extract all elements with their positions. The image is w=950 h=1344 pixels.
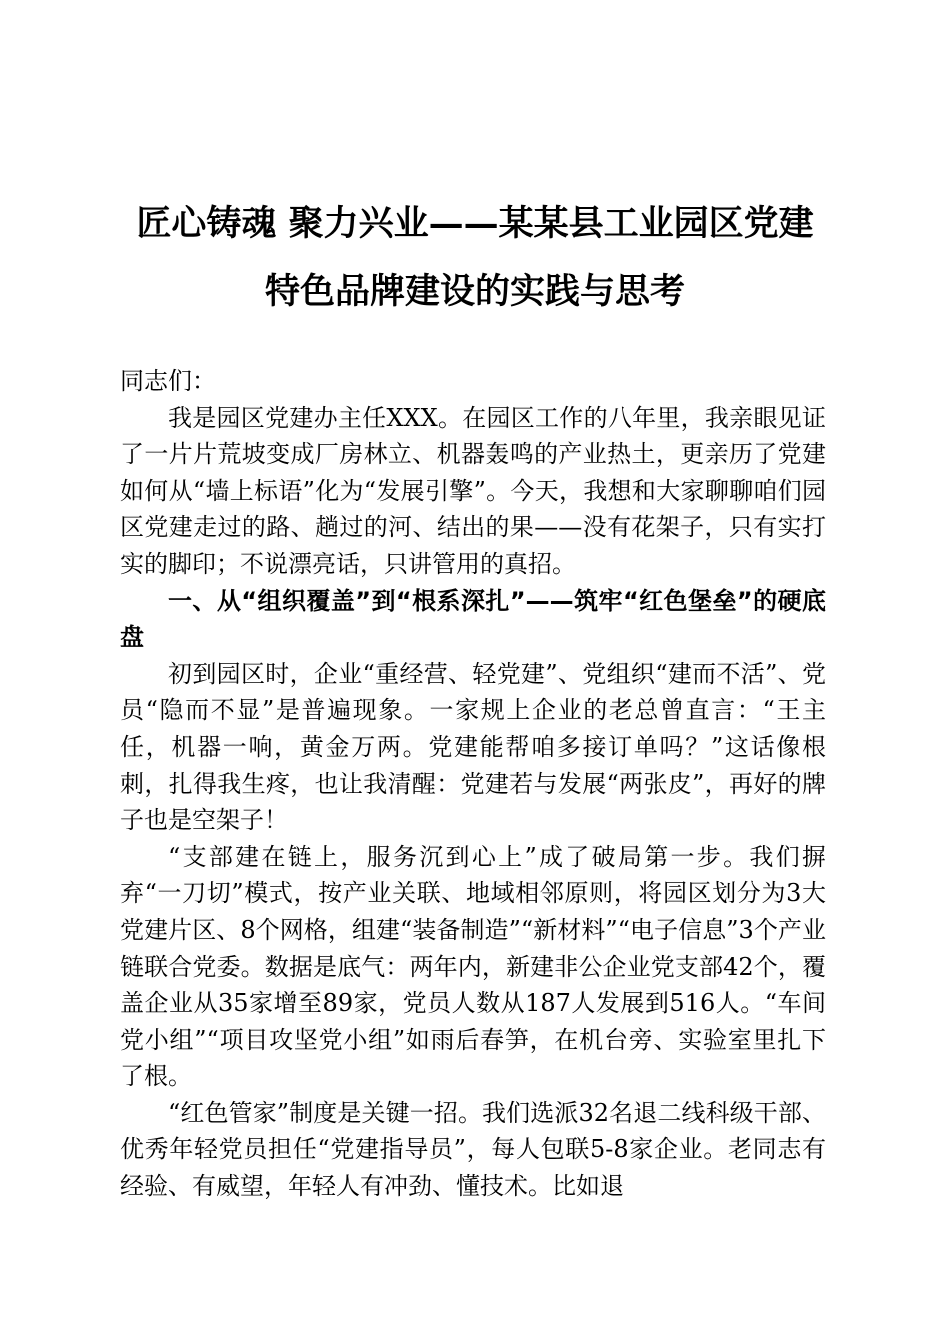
paragraph: “支部建在链上，服务沉到心上”成了破局第一步。我们摒弃“一刀切”模式，按产业关联、地域相邻原则，将园区划分为3大党建片区、8个网格，组建“装备制造”“新材料”“电子信息”3个产业链联合党委。数据是底气：两年内，新建非公企业党支部42个，覆盖企业从35家增至89家，党员人数从187人发展到516人。“车间党小组”“项目攻坚党小组”如雨后春笋，在机台旁、实验室里扎下了根。	[120, 842, 826, 1091]
salutation: 同志们：	[120, 367, 216, 395]
paragraph: 我是园区党建办主任XXX。在园区工作的八年里，我亲眼见证了一片片荒坡变成厂房林立、机器轰鸣的产业热土，更亲历了党建如何从“墙上标语”化为“发展引擎”。今天，我想和大家聊聊咱们园区党建走过的路、趟过的河、结出的果——没有花架子，只有实打实的脚印；不说漂亮话，只讲管用的真招。	[120, 403, 826, 578]
document-body	[120, 363, 826, 1205]
document-title-line-2: 特色品牌建设的实践与思考	[264, 271, 685, 312]
section-heading: 一、从“组织覆盖”到“根系深扎”——筑牢“红色堡垒”的硬底盘	[120, 586, 826, 652]
paragraph: 初到园区时，企业“重经营、轻党建”、党组织“建而不活”、党员“隐而不显”是普遍现象。一家规上企业的老总曾直言：“王主任，机器一响，黄金万两。党建能帮咱多接订单吗？”这话像根刺，扎得我生疼，也让我清醒：党建若与发展“两张皮”，再好的牌子也是空架子！	[120, 659, 826, 835]
document-title-line-1: 匠心铸魂 聚力兴业——某某县工业园区党建	[136, 203, 814, 244]
paragraph: “红色管家”制度是关键一招。我们选派32名退二线科级干部、优秀年轻党员担任“党建指导员”，每人包联5-8家企业。老同志有经验、有威望，年轻人有冲劲、懂技术。比如退	[120, 1098, 826, 1201]
